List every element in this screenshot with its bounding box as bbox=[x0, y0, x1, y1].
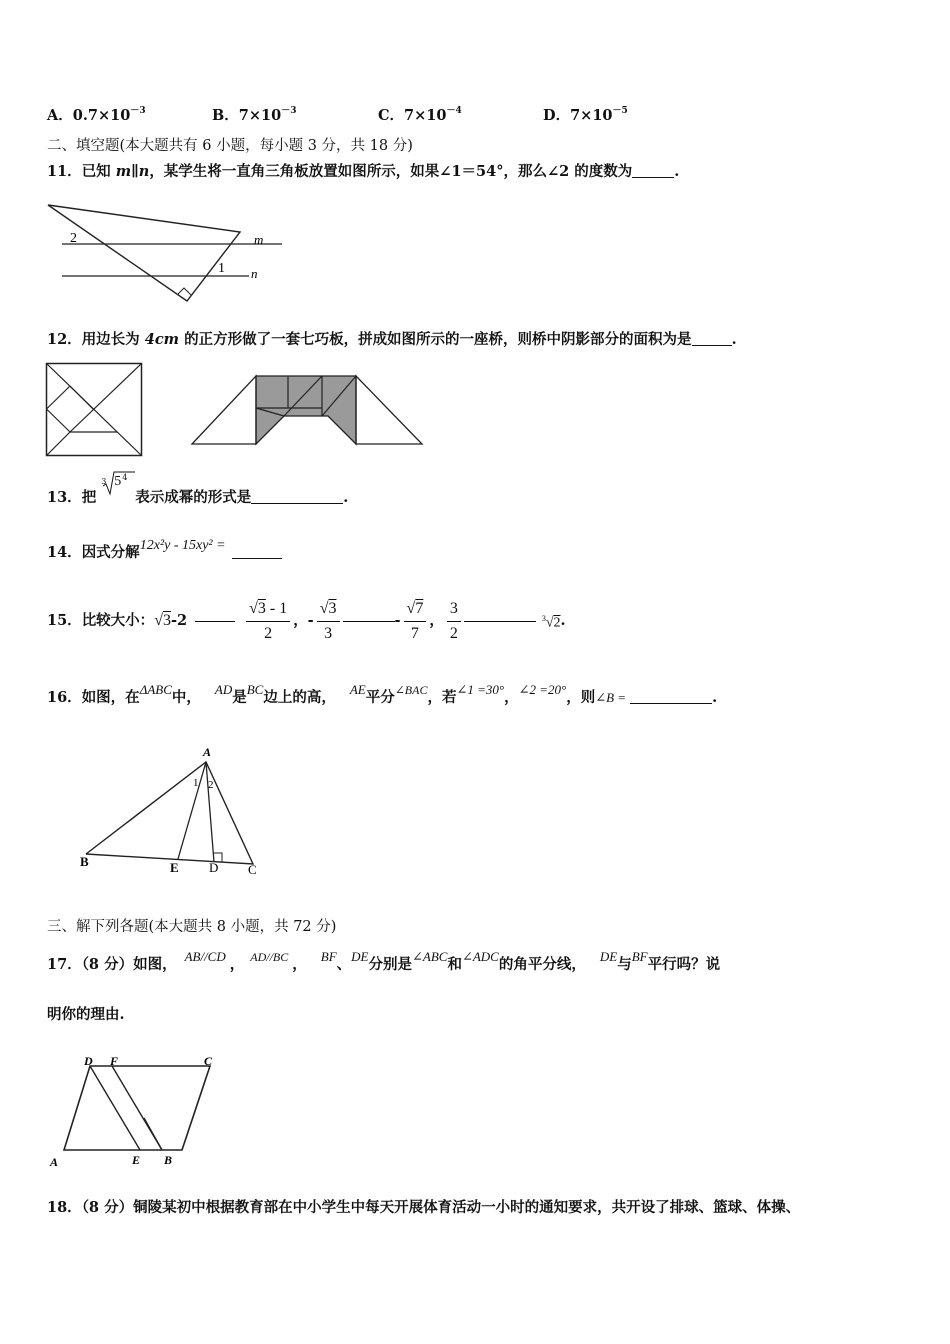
option-exponent: －3 bbox=[281, 106, 297, 116]
question-12 bbox=[47, 330, 737, 350]
fraction-1: $\frac{√3 - 1}{2}$ bbox=[246, 597, 290, 646]
option-exponent: －5 bbox=[612, 106, 628, 116]
option-a bbox=[47, 103, 146, 125]
answer-blank[interactable] bbox=[195, 621, 235, 622]
math-expression: 12x²y - 15xy² = bbox=[139, 538, 226, 553]
question-text: ，若 bbox=[427, 689, 457, 706]
question-text: 边上的高， bbox=[263, 689, 336, 706]
radicand: 3 bbox=[257, 599, 266, 617]
question-number: 14． bbox=[47, 544, 82, 561]
option-b bbox=[212, 103, 296, 125]
sqrt3-minus-2: √3 bbox=[154, 612, 171, 629]
question-text: 与 bbox=[617, 956, 632, 973]
separator: 、 bbox=[336, 956, 352, 973]
question-14 bbox=[47, 538, 282, 564]
question-text: 的角平分线， bbox=[498, 956, 586, 973]
separator: ， bbox=[229, 956, 245, 973]
math-expression: ∠ABC bbox=[411, 949, 448, 964]
math-expression: BC bbox=[246, 682, 264, 697]
q16-triangle-figure bbox=[76, 742, 266, 878]
question-text: ，则 bbox=[566, 689, 596, 706]
question-number: 17． bbox=[47, 956, 82, 973]
question-text: 因式分解 bbox=[81, 544, 140, 561]
question-number: 11． bbox=[47, 163, 82, 180]
punctuation: . bbox=[343, 489, 349, 506]
vertex-c-label: C bbox=[204, 1054, 213, 1068]
radical-expression bbox=[101, 473, 135, 504]
answer-blank[interactable] bbox=[251, 503, 343, 504]
punctuation: . bbox=[731, 331, 737, 348]
separator: ， bbox=[429, 612, 444, 629]
question-number: 18． bbox=[47, 1199, 82, 1216]
option-letter: B． bbox=[212, 107, 239, 124]
cube-root-2: $^3$√2 bbox=[541, 613, 561, 631]
punctuation: . bbox=[674, 163, 680, 180]
option-letter: C． bbox=[378, 107, 405, 124]
vertex-e-label: E bbox=[132, 1153, 141, 1167]
question-11 bbox=[47, 162, 679, 182]
math-expression: BF bbox=[631, 949, 648, 964]
vertex-e-label: E bbox=[170, 860, 179, 875]
fraction-2: $\frac{√3}{3}$ bbox=[317, 597, 340, 646]
question-15 bbox=[47, 594, 566, 648]
option-exponent: －3 bbox=[130, 106, 146, 116]
option-value: 7×10 bbox=[404, 107, 447, 124]
q17-parallelogram-figure bbox=[46, 1052, 226, 1170]
question-number: 12． bbox=[47, 331, 82, 348]
fraction-4 bbox=[447, 597, 461, 646]
radicand: 3 bbox=[162, 612, 171, 629]
separator: ， bbox=[292, 956, 307, 973]
radicand: 3 bbox=[328, 599, 337, 617]
tangram-square-figure bbox=[45, 362, 145, 458]
numerator: 3 bbox=[447, 597, 461, 622]
math-expression: AD bbox=[214, 682, 233, 697]
option-letter: A． bbox=[47, 107, 73, 124]
section-3-title: 三、解下列各题(本大题共 8 小题，共 72 分) bbox=[47, 919, 337, 935]
denominator: 3 bbox=[324, 624, 333, 642]
question-text: 把 bbox=[81, 489, 97, 506]
answer-blank[interactable] bbox=[464, 621, 536, 622]
answer-blank[interactable] bbox=[632, 177, 674, 178]
question-16 bbox=[47, 682, 718, 708]
question-number: 13． bbox=[47, 489, 82, 506]
vertex-d-label: D bbox=[209, 860, 219, 875]
separator: ，- bbox=[293, 612, 314, 629]
section-2-title: 二、填空题(本大题共有 6 小题，每小题 3 分，共 18 分) bbox=[47, 138, 413, 154]
question-13 bbox=[47, 473, 349, 506]
math-expression: m∥n bbox=[115, 163, 150, 180]
question-text: 分别是 bbox=[368, 956, 412, 973]
question-number: 16． bbox=[47, 689, 82, 706]
vertex-f-label: F bbox=[110, 1054, 119, 1068]
answer-blank[interactable] bbox=[343, 621, 395, 622]
option-letter: D． bbox=[543, 107, 571, 124]
question-text: （8 分）如图， bbox=[81, 956, 177, 973]
label-n: n bbox=[251, 266, 258, 281]
denominator: 2 bbox=[449, 624, 458, 642]
option-value: 0.7×10 bbox=[72, 107, 131, 124]
angle-2-label: 2 bbox=[208, 779, 214, 791]
question-17-line-2: 明你的理由. bbox=[47, 1006, 125, 1023]
question-17 bbox=[47, 949, 721, 975]
triangle bbox=[48, 205, 240, 301]
question-text: 的正方形做了一套七巧板，拼成如图所示的一座桥，则桥中阴影部分的面积为是 bbox=[179, 331, 692, 348]
question-text: 已知 bbox=[81, 163, 116, 180]
math-expression: AE bbox=[349, 682, 366, 697]
radicand: 7 bbox=[415, 599, 424, 617]
label-2: 2 bbox=[70, 231, 77, 246]
question-text: 和 bbox=[447, 956, 462, 973]
math-expression: ΔABC bbox=[139, 682, 172, 697]
vertex-a-label: A bbox=[203, 745, 212, 759]
vertex-b-label: B bbox=[164, 1153, 173, 1167]
option-c bbox=[378, 103, 462, 125]
question-text: 表示成幂的形式是 bbox=[135, 489, 252, 506]
question-text: 中， bbox=[171, 689, 201, 706]
question-18 bbox=[47, 1198, 800, 1218]
fraction-3: $\frac{√7}{7}$ bbox=[404, 597, 427, 646]
punctuation: . bbox=[712, 689, 718, 706]
punctuation: . bbox=[560, 612, 566, 629]
math-expression: DE bbox=[351, 949, 369, 964]
math-expression: ∠2 =20° bbox=[518, 682, 567, 697]
option-d bbox=[543, 103, 628, 125]
separator: - bbox=[394, 612, 401, 629]
question-text: 用边长为 bbox=[81, 331, 145, 348]
question-number: 15． bbox=[47, 612, 82, 629]
denominator: 7 bbox=[410, 624, 419, 642]
math-expression: BF bbox=[320, 949, 337, 964]
vertex-c-label: C bbox=[248, 862, 257, 877]
math-expression: ∠1 =30° bbox=[456, 682, 505, 697]
vertex-a-label: A bbox=[50, 1155, 59, 1169]
vertex-d-label: D bbox=[84, 1054, 93, 1068]
numerator-tail: - 1 bbox=[265, 599, 288, 617]
tangram-bridge-figure bbox=[188, 372, 428, 448]
math-expression: -2 bbox=[170, 612, 188, 629]
option-value: 7×10 bbox=[570, 107, 613, 124]
question-text: 平分 bbox=[365, 689, 395, 706]
q11-triangle-figure bbox=[44, 198, 284, 308]
math-expression: 4cm bbox=[144, 331, 180, 348]
question-text: 平行吗？说 bbox=[647, 956, 721, 973]
option-value: 7×10 bbox=[238, 107, 282, 124]
root-index: 3 bbox=[101, 477, 107, 486]
question-text: ，某学生将一直角三角板放置如图所示，如果∠1＝54°，那么∠2 的度数为 bbox=[149, 163, 633, 180]
question-text: 如图，在 bbox=[81, 689, 140, 706]
angle-1-label: 1 bbox=[193, 777, 199, 789]
question-text: （8 分）铜陵某初中根据教育部在中小学生中每天开展体育活动一小时的通知要求，共开设了排球、篮球、体操、 bbox=[81, 1199, 801, 1216]
question-text: ， bbox=[504, 689, 519, 706]
question-text: 是 bbox=[232, 689, 247, 706]
label-1: 1 bbox=[218, 261, 225, 276]
answer-blank[interactable] bbox=[232, 558, 282, 559]
answer-blank[interactable] bbox=[692, 345, 732, 346]
root-index: 3 bbox=[541, 613, 546, 623]
math-expression: ∠ADC bbox=[461, 949, 499, 964]
radicand: 2 bbox=[553, 615, 561, 631]
math-expression: AB//CD bbox=[184, 949, 226, 964]
answer-blank[interactable] bbox=[630, 703, 712, 704]
math-expression: ∠B = bbox=[595, 690, 627, 705]
right-angle-mark bbox=[178, 288, 191, 295]
vertex-b-label: B bbox=[80, 854, 89, 869]
math-expression: DE bbox=[599, 949, 618, 964]
question-text: 比较大小： bbox=[81, 612, 155, 629]
option-exponent: －4 bbox=[446, 106, 462, 116]
radicand: 5 bbox=[114, 474, 122, 489]
math-expression: AD//BC bbox=[250, 950, 289, 964]
radicand-exponent: 4 bbox=[122, 473, 128, 482]
denominator: 2 bbox=[264, 624, 273, 642]
label-m: m bbox=[254, 232, 264, 247]
math-expression: ∠BAC bbox=[394, 683, 428, 697]
